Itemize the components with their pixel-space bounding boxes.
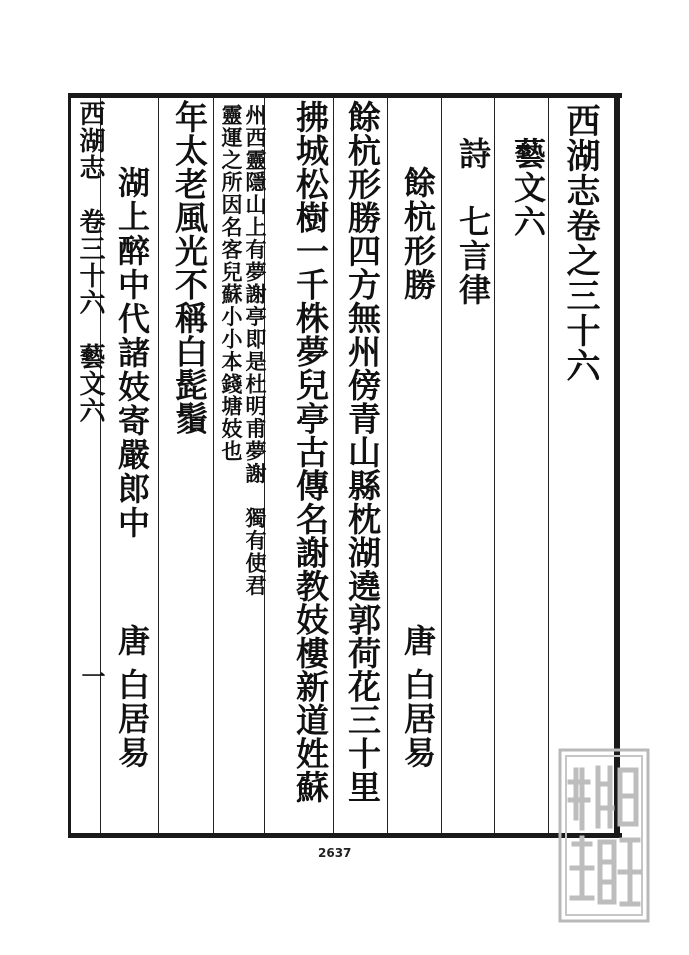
column-rule (213, 98, 214, 833)
folio-number: 一 (77, 664, 106, 690)
frame-top-border (70, 93, 622, 98)
volume-title: 西湖志卷之三十六 (560, 103, 600, 383)
page-number: 2637 (318, 846, 352, 860)
column-rule (387, 98, 388, 833)
poem-author: 白居易 (399, 668, 437, 770)
frame-right-border (614, 93, 620, 838)
poem-title: 餘杭形勝 (399, 166, 437, 302)
frame-left-border (68, 93, 71, 838)
poem-line: 餘杭形勝四方無州傍青山縣枕湖遶郭荷花三十里 (343, 100, 382, 804)
column-rule (158, 98, 159, 833)
poem-author: 白居易 (113, 668, 151, 770)
poem-dynasty: 唐 (113, 624, 151, 658)
margin-label: 西湖志 卷三十六 藝文六 (75, 100, 105, 424)
poem-title: 湖上醉中代諸妓寄嚴郎中 (113, 166, 151, 540)
frame-bottom-border (70, 833, 622, 838)
library-seal-stamp (558, 748, 650, 923)
poem-dynasty: 唐 (399, 624, 437, 658)
poem-note: 靈運之所因名客兒蘇小小本錢塘妓也 (219, 104, 244, 463)
poem-line: 拂城松樹一千株夢兒亭古傳名謝教妓樓新道姓蘇 (291, 100, 330, 804)
category-heading: 詩 七言律 (454, 137, 492, 307)
poem-line: 年太老風光不稱白髭鬚 (170, 100, 209, 435)
poem-note: 州西靈隱山上有夢謝亭即是杜明甫夢謝 獨有使君 (243, 104, 268, 597)
column-rule (441, 98, 442, 833)
section-heading: 藝文六 (509, 137, 547, 239)
